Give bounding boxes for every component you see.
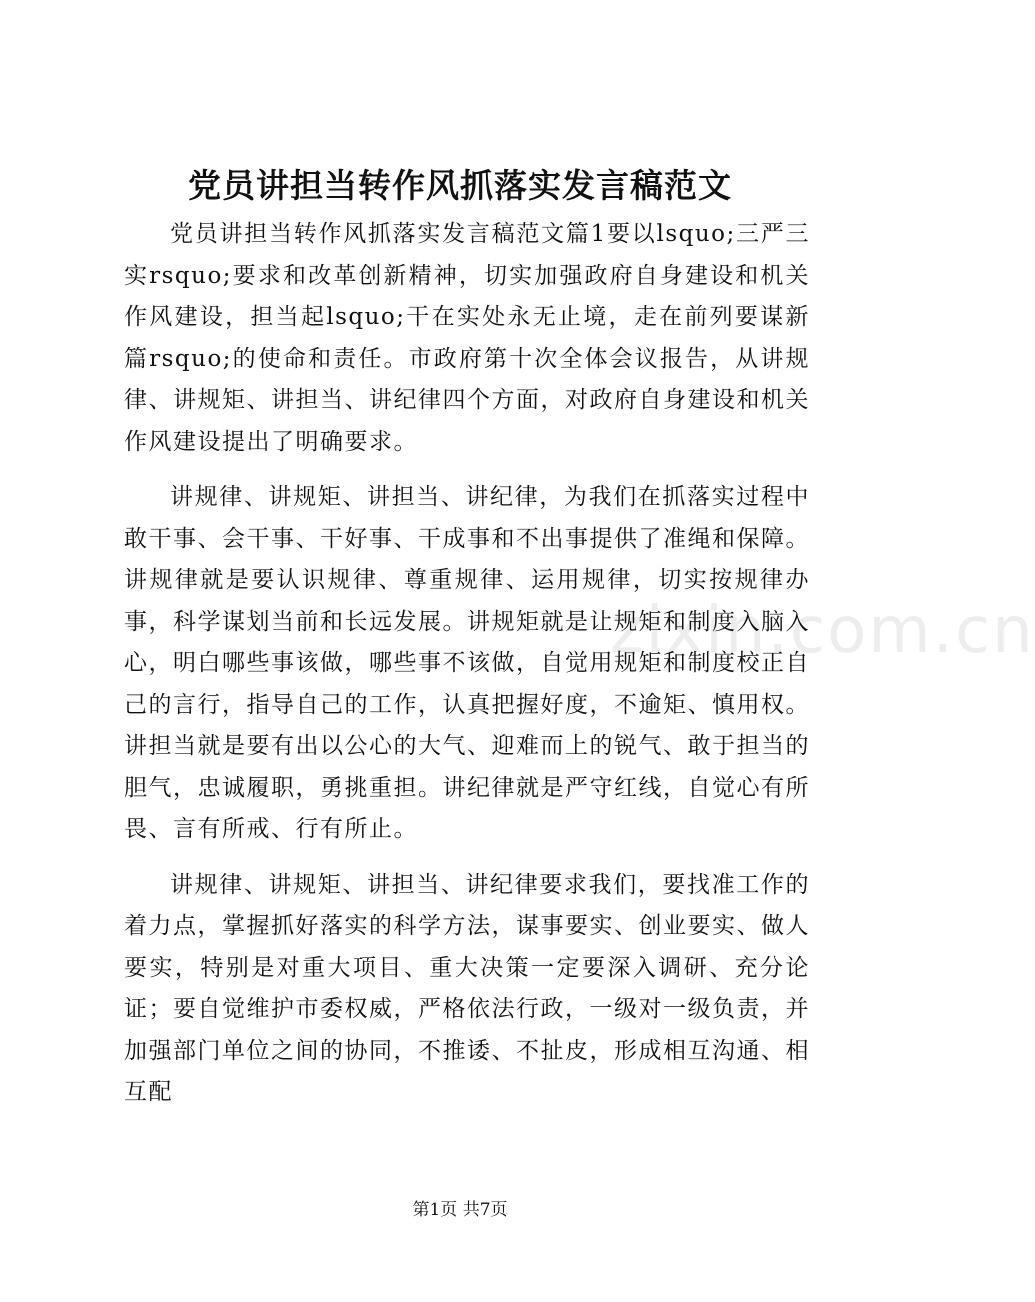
- document-title: 党员讲担当转作风抓落实发言稿范文: [188, 166, 732, 205]
- page-footer: 第1页 共7页: [412, 1200, 508, 1220]
- paragraph-1: 党员讲担当转作风抓落实发言稿范文篇1要以lsquo;三严三实rsquo;要求和改革创新精神，切实加强政府自身建设和机关作风建设，担当起lsquo;干在实处永无止境，走在前列要谋新篇rsquo;的使命和责任。市政府第十次全体会议报告，从讲规律、讲规矩、讲担当、讲纪律四个方面，对政府自身建设和机关作风建设提出了明确要求。: [124, 221, 810, 455]
- watermark-logo: zixin.com.cn: [610, 594, 1035, 668]
- paragraph-2: 讲规律、讲规矩、讲担当、讲纪律，为我们在抓落实过程中敢干事、会干事、干好事、干成事和不出事提供了准绳和保障。讲规律就是要认识规律、尊重规律、运用规律，切实按规律办事，科学谋划当前和长远发展。讲规矩就是让规矩和制度入脑入心，明白哪些事该做，哪些事不该做，自觉用规矩和制度校正自己的言行，指导自己的工作，认真把握好度，不逾矩、慎用权。讲担当就是要有出以公心的大气、迎难而上的锐气、敢于担当的胆气，忠诚履职，勇挑重担。讲纪律就是严守红线，自觉心有所畏、言有所戒、行有所止。: [124, 484, 810, 842]
- document-body: [124, 214, 810, 1128]
- paragraph-3: 讲规律、讲规矩、讲担当、讲纪律要求我们，要找准工作的着力点，掌握抓好落实的科学方法，谋事要实、创业要实、做人要实，特别是对重大项目、重大决策一定要深入调研、充分论证；要自觉维护市委权威，严格依法行政，一级对一级负责，并加强部门单位之间的协同，不推诿、不扯皮，形成相互沟通、相互配: [124, 871, 810, 1105]
